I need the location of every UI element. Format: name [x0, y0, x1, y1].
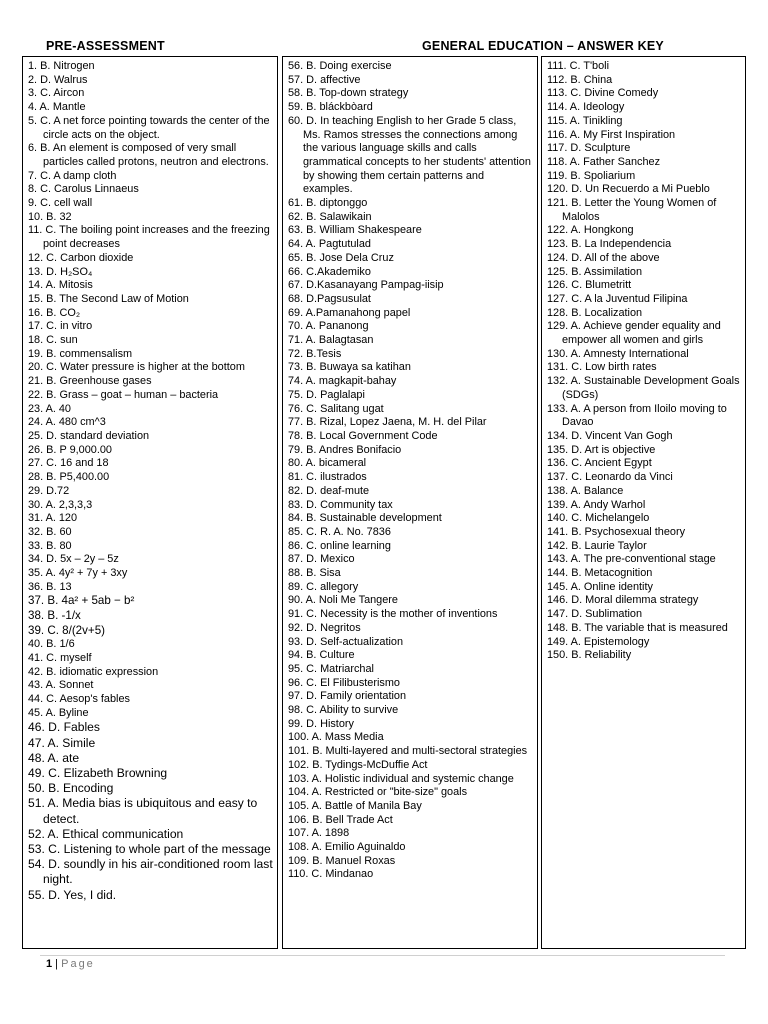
answer-item: 144. B. Metacognition	[547, 567, 653, 580]
answer-item: 149. A. Epistemology	[547, 635, 650, 648]
answer-item: 48. A. ate	[28, 750, 80, 765]
answer-item: 74. A. magkapit-bahay	[288, 375, 397, 388]
footer-divider	[40, 955, 725, 956]
answer-item: 116. A. My First Inspiration	[547, 128, 676, 141]
answer-item: 114. A. Ideology	[547, 101, 625, 114]
answer-item: 14. A. Mitosis	[28, 279, 93, 292]
answer-item: 98. C. Ability to survive	[288, 704, 399, 717]
answer-item: 135. D. Art is objective	[547, 443, 656, 456]
answer-item: 84. B. Sustainable development	[288, 512, 442, 525]
answer-item: 49. C. Elizabeth Browning	[28, 766, 168, 781]
answer-item: 97. D. Family orientation	[288, 690, 407, 703]
answer-item: 105. A. Battle of Manila Bay	[288, 799, 422, 812]
answer-item: 28. B. P5,400.00	[28, 471, 110, 484]
answer-item: 124. D. All of the above	[547, 251, 660, 264]
answer-item: 127. C. A la Juventud Filipina	[547, 292, 688, 305]
answer-item: 18. C. sun	[28, 334, 78, 347]
answer-item: 133. A. A person from Iloilo moving to Davao	[547, 402, 727, 429]
answer-item: 66. C.Akademiko	[288, 265, 371, 278]
answer-item: 61. B. diptonggo	[288, 197, 368, 210]
answer-item: 106. B. Bell Trade Act	[288, 813, 393, 826]
answer-item: 65. B. Jose Dela Cruz	[288, 251, 394, 264]
answer-item: 52. A. Ethical communication	[28, 826, 184, 841]
answer-item: 94. B. Culture	[288, 649, 355, 662]
answer-item: 34. D. 5x – 2y – 5z	[28, 553, 119, 566]
answer-item: 20. C. Water pressure is higher at the bottom	[28, 361, 245, 374]
page-label: Page	[61, 958, 95, 970]
answer-item: 96. C. El Filibusterismo	[288, 676, 400, 689]
answer-item: 53. C. Listening to whole part of the message	[28, 842, 271, 857]
answer-item: 19. B. commensalism	[28, 347, 133, 360]
answer-item: 51. A. Media bias is ubiquitous and easy to detect.	[28, 796, 258, 826]
answer-item: 71. A. Balagtasan	[288, 334, 374, 347]
answer-item: 37. B. 4a² + 5ab − b²	[28, 594, 135, 608]
answer-item: 22. B. Grass – goat – human – bacteria	[28, 388, 219, 401]
answer-item: 93. D. Self-actualization	[288, 635, 404, 648]
answer-item: 4. A. Mantle	[28, 101, 86, 114]
footer-separator: |	[52, 958, 62, 970]
answer-item: 9. C. cell wall	[28, 197, 93, 210]
answer-item: 103. A. Holistic individual and systemic change	[288, 772, 514, 785]
answer-item: 138. A. Balance	[547, 484, 624, 497]
answer-item: 8. C. Carolus Linnaeus	[28, 183, 139, 196]
document-title: PRE-ASSESSMENT	[46, 39, 165, 53]
answer-item: 33. B. 80	[28, 539, 72, 552]
answer-item: 5. C. A net force pointing towards the center of the circle acts on the object.	[28, 114, 270, 141]
answer-item: 50. B. Encoding	[28, 781, 114, 796]
answer-item: 23. A. 40	[28, 402, 71, 415]
answer-item: 78. B. Local Government Code	[288, 429, 438, 442]
answer-item: 62. B. Salawikain	[288, 210, 372, 223]
answer-item: 26. B. P 9,000.00	[28, 443, 112, 456]
answer-item: 117. D. Sculpture	[547, 142, 631, 155]
answer-item: 137. C. Leonardo da Vinci	[547, 471, 673, 484]
answer-item: 148. B. The variable that is measured	[547, 621, 728, 634]
answer-item: 119. B. Spoliarium	[547, 169, 636, 182]
answer-item: 90. A. Noli Me Tangere	[288, 594, 398, 607]
answer-item: 85. C. R. A. No. 7836	[288, 525, 391, 538]
answer-item: 140. C. Michelangelo	[547, 512, 650, 525]
answer-item: 6. B. An element is composed of very small particles called protons, neutron and electrons.	[28, 142, 269, 168]
answer-item: 36. B. 13	[28, 580, 72, 593]
answer-item: 57. D. affective	[288, 73, 361, 86]
answer-item: 46. D. Fables	[28, 720, 100, 735]
answer-item: 41. C. myself	[28, 651, 92, 664]
answer-item: 125. B. Assimilation	[547, 265, 643, 278]
answer-item: 67. D.Kasanayang Pampag-iisip	[288, 279, 444, 292]
answer-item: 31. A. 120	[28, 512, 78, 525]
answer-item: 39. C. 8/(2v+5)	[28, 623, 106, 637]
answer-item: 136. C. Ancient Egypt	[547, 457, 652, 470]
answer-item: 10. B. 32	[28, 210, 72, 223]
answer-item: 63. B. William Shakespeare	[288, 224, 422, 237]
answer-key-title: GENERAL EDUCATION – ANSWER KEY	[422, 39, 664, 53]
answer-item: 58. B. Top-down strategy	[288, 87, 409, 100]
answer-item: 128. B. Localization	[547, 306, 643, 319]
answer-item: 69. A.Pamanahong papel	[288, 306, 411, 319]
answer-item: 88. B. Sisa	[288, 567, 341, 580]
answer-item: 147. D. Sublimation	[547, 608, 643, 621]
answer-item: 89. C. allegory	[288, 580, 359, 593]
answer-item: 21. B. Greenhouse gases	[28, 375, 152, 388]
answer-item: 134. D. Vincent Van Gogh	[547, 429, 673, 442]
answer-item: 79. B. Andres Bonifacio	[288, 443, 402, 456]
answer-item: 112. B. China	[547, 73, 613, 86]
answer-item: 150. B. Reliability	[547, 649, 632, 662]
answer-item: 44. C. Aesop's fables	[28, 693, 130, 706]
answer-item: 146. D. Moral dilemma strategy	[547, 594, 699, 607]
answer-item: 91. C. Necessity is the mother of inventions	[288, 608, 498, 621]
answer-item: 56. B. Doing exercise	[288, 60, 392, 72]
answer-item: 42. B. idiomatic expression	[28, 665, 159, 678]
answer-item: 107. A. 1898	[288, 827, 350, 840]
answer-item: 68. D.Pagsusulat	[288, 292, 371, 305]
answer-item: 77. B. Rizal, Lopez Jaena, M. H. del Pilar	[288, 416, 487, 429]
answer-item: 115. A. Tinikling	[547, 114, 623, 127]
answer-item: 81. C. ilustrados	[288, 471, 367, 484]
answer-item: 129. A. Achieve gender equality and empower all women and girls	[547, 320, 721, 347]
answer-item: 30. A. 2,3,3,3	[28, 498, 93, 511]
answer-item: 145. A. Online identity	[547, 580, 653, 593]
answer-item: 59. B. bláckbòard	[288, 101, 373, 114]
answer-item: 122. A. Hongkong	[547, 224, 634, 237]
answer-item: 92. D. Negritos	[288, 621, 361, 634]
answer-item: 99. D. History	[288, 717, 354, 730]
answer-item: 130. A. Amnesty International	[547, 347, 689, 360]
answer-item: 76. C. Salitang ugat	[288, 402, 384, 415]
answer-item: 123. B. La Independencia	[547, 238, 672, 251]
answer-item: 24. A. 480 cm^3	[28, 416, 106, 429]
answer-item: 109. B. Manuel Roxas	[288, 854, 396, 867]
answer-item: 17. C. in vitro	[28, 320, 93, 333]
answer-item: 54. D. soundly in his air-conditioned room last night.	[28, 857, 273, 887]
answer-item: 131. C. Low birth rates	[547, 361, 657, 374]
answer-column-2	[282, 56, 538, 949]
answer-item: 126. C. Blumetritt	[547, 279, 632, 292]
answer-item: 38. B. -1/x	[28, 609, 81, 623]
answer-item: 32. B. 60	[28, 525, 72, 538]
answer-item: 47. A. Simile	[28, 735, 96, 750]
answer-column-3	[541, 56, 746, 949]
answer-item: 113. C. Divine Comedy	[547, 87, 659, 100]
page-footer	[46, 958, 95, 970]
answer-item: 13. D. H₂SO₄	[28, 265, 93, 278]
answer-item: 141. B. Psychosexual theory	[547, 525, 686, 538]
answer-item: 40. B. 1/6	[28, 638, 75, 651]
answer-item: 70. A. Pananong	[288, 320, 369, 333]
answer-item: 82. D. deaf-mute	[288, 484, 370, 497]
answer-item: 108. A. Emilio Aguinaldo	[288, 841, 406, 854]
answer-item: 139. A. Andy Warhol	[547, 498, 646, 511]
answer-item: 29. D.72	[28, 484, 70, 497]
answer-item: 75. D. Paglalapi	[288, 388, 365, 401]
answer-item: 16. B. CO₂	[28, 306, 81, 319]
answer-item: 132. A. Sustainable Development Goals (SDGs)	[547, 375, 740, 401]
answer-item: 45. A. Byline	[28, 706, 89, 719]
answer-item: 3. C. Aircon	[28, 87, 85, 100]
answer-item: 11. C. The boiling point increases and the freezing point decreases	[28, 224, 270, 251]
answer-item: 118. A. Father Sanchez	[547, 155, 661, 168]
answer-item: 1. B. Nitrogen	[28, 60, 95, 72]
answer-item: 35. A. 4y² + 7y + 3xy	[28, 567, 128, 580]
answer-item: 12. C. Carbon dioxide	[28, 251, 134, 264]
answer-item: 83. D. Community tax	[288, 498, 393, 511]
answer-item: 15. B. The Second Law of Motion	[28, 292, 189, 305]
answer-item: 121. B. Letter the Young Women of Malolos	[547, 197, 717, 223]
answer-item: 100. A. Mass Media	[288, 731, 384, 744]
answer-item: 60. D. In teaching English to her Grade 5 class, Ms. Ramos stresses the connections among the various language skills and calls grammatical concepts to her students' attention by showing them certain patterns and examples.	[288, 114, 531, 196]
answer-item: 120. D. Un Recuerdo a Mi Pueblo	[547, 183, 710, 196]
answer-item: 25. D. standard deviation	[28, 429, 150, 442]
answer-item: 143. A. The pre-conventional stage	[547, 553, 716, 566]
answer-item: 104. A. Restricted or "bite-size" goals	[288, 786, 468, 799]
answer-item: 110. C. Mindanao	[288, 868, 374, 881]
answer-item: 111. C. T'boli	[547, 60, 610, 72]
answer-item: 73. B. Buwaya sa katihan	[288, 361, 411, 374]
answer-item: 80. A. bicameral	[288, 457, 367, 470]
answer-item: 43. A. Sonnet	[28, 679, 94, 692]
answer-item: 101. B. Multi-layered and multi-sectoral strategies	[288, 745, 528, 758]
answer-item: 72. B.Tesis	[288, 347, 342, 360]
answer-item: 95. C. Matriarchal	[288, 662, 374, 675]
answer-item: 64. A. Pagtutulad	[288, 238, 371, 251]
page-number: 1	[46, 958, 53, 970]
answer-item: 7. C. A damp cloth	[28, 169, 117, 182]
answer-item: 2. D. Walrus	[28, 73, 88, 86]
answer-item: 86. C. online learning	[288, 539, 391, 552]
answer-item: 142. B. Laurie Taylor	[547, 539, 647, 552]
answer-item: 27. C. 16 and 18	[28, 457, 109, 470]
answer-column-1	[22, 56, 278, 949]
answer-item: 55. D. Yes, I did.	[28, 887, 117, 902]
answer-item: 87. D. Mexico	[288, 553, 355, 566]
answer-item: 102. B. Tydings-McDuffie Act	[288, 758, 428, 771]
